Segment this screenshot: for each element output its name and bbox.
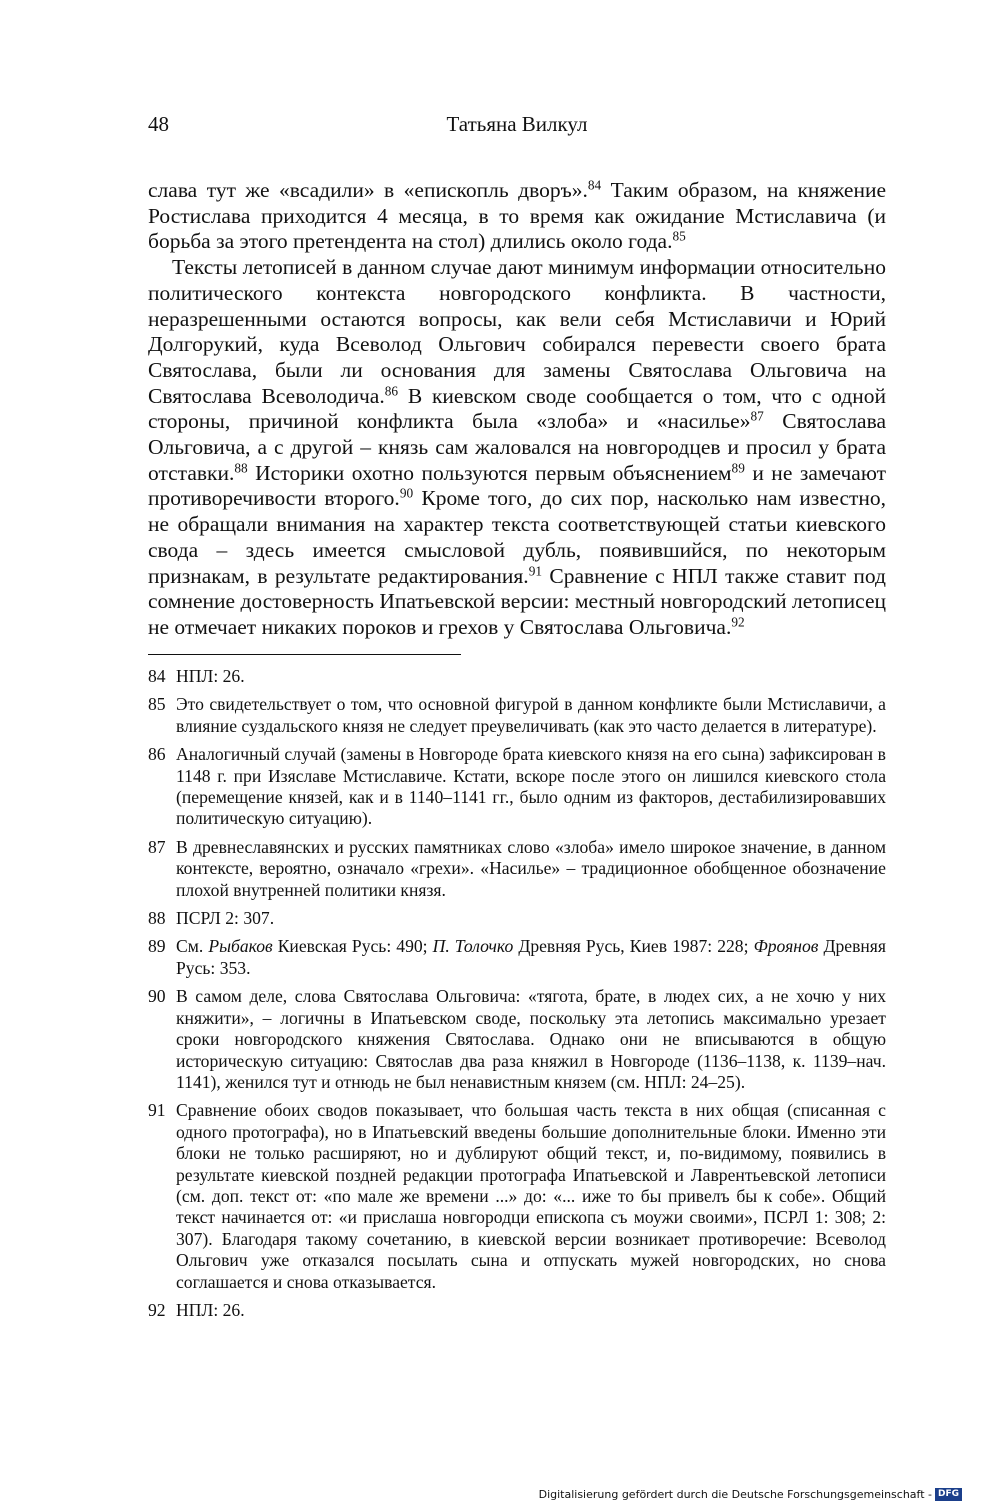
footnote-number: 90 bbox=[148, 986, 166, 1007]
page-header bbox=[148, 112, 886, 142]
footnote-ref-84[interactable]: 84 bbox=[587, 177, 602, 193]
footnote-number: 86 bbox=[148, 744, 166, 765]
footnote-ref-90[interactable]: 90 bbox=[399, 486, 414, 502]
footnote-text: См. Рыбаков Киевская Русь: 490; П. Толочко Древняя Русь, Киев 1987: 228; Фроянов Древняя Русь: 353. bbox=[176, 936, 886, 978]
footnote-number: 88 bbox=[148, 908, 166, 929]
footnote-87 bbox=[148, 837, 886, 901]
author-name: Фроянов bbox=[753, 936, 819, 957]
footnote-text: НПЛ: 26. bbox=[176, 666, 245, 686]
author-name: П. Толочко bbox=[432, 936, 514, 957]
footnote-ref-91[interactable]: 91 bbox=[528, 563, 543, 579]
footnote-86 bbox=[148, 744, 886, 830]
page-number: 48 bbox=[148, 112, 169, 136]
footnote-ref-89[interactable]: 89 bbox=[731, 460, 745, 476]
footnote-number: 91 bbox=[148, 1100, 166, 1121]
footnote-text: НПЛ: 26. bbox=[176, 1299, 245, 1320]
footnote-text: В древнеславянских и русских памятниках слово «злоба» имело широкое значение, в данном контексте, вероятно, означало «грехи». «Насилье» – традиционное обобщенное обозначение плохой внутренней политики князя. bbox=[176, 836, 886, 900]
footnote-number: 87 bbox=[148, 836, 166, 857]
footnote-ref-88[interactable]: 88 bbox=[234, 460, 248, 476]
footnote-ref-85[interactable]: 85 bbox=[672, 229, 686, 245]
dfg-logo-icon: DFG bbox=[935, 1488, 962, 1501]
footnote-ref-87[interactable]: 87 bbox=[750, 409, 764, 424]
footnote-text: Аналогичный случай (замены в Новгороде брата киевского князя на его сына) зафиксирован в 1148 г. при Изяславе Мстиславиче. Кстати, вскоре после этого он лишился киевского стола (перемещение князей, как и в 1140–1141 гг., было одним из факторов, дестабилизировавших политическую ситуацию). bbox=[176, 744, 886, 829]
footnote-number: 85 bbox=[148, 694, 166, 715]
footnote-ref-92[interactable]: 92 bbox=[731, 614, 745, 630]
footnote-separator bbox=[148, 654, 461, 655]
footnote-number: 84 bbox=[148, 666, 166, 686]
footnote-91 bbox=[148, 1100, 886, 1293]
footnote-88 bbox=[148, 908, 886, 929]
footnote-text: ПСРЛ 2: 307. bbox=[176, 908, 275, 929]
footnote-84 bbox=[148, 666, 886, 687]
footnote-number: 92 bbox=[148, 1299, 166, 1320]
footnote-90 bbox=[148, 986, 886, 1093]
footnote-92 bbox=[148, 1300, 886, 1321]
footnote-89 bbox=[148, 936, 886, 979]
digitization-text: Digitalisierung gefördert durch die Deutsche Forschungsgemeinschaft - bbox=[538, 1488, 932, 1501]
running-head: Татьяна Вилкул bbox=[446, 112, 588, 136]
author-name: Рыбаков bbox=[208, 936, 273, 957]
footnote-text: Сравнение обоих сводов показывает, что большая часть текста в них общая (списанная с одного протографа), но в Ипатьевский введены большие дополнительные блоки. Именно эти блоки не только расширяют, но и дублируют общий текст, и, по-видимому, появились в результате киевской поздней редакции протографа Ипатьевской и Лаврентьевской летописи (см. доп. текст от: «по мале же времени ...» до: «... иже то бы привелъ бы к собе». Общий текст начинается от: «и прислаша новгородци епископа съ моужи своими», ПСРЛ 1: 308; 2: 307). Благодаря такому сочетанию, в киевской версии возникает противоречие: Всеволод Ольгович уже отказался посылать сына и отпускать мужей новгородских, но снова соглашается и снова отказывается. bbox=[176, 1100, 886, 1292]
footnote-text: В самом деле, слова Святослава Ольговича: «тягота, брате, в людех сих, а не хочю у них княжити», – логичны в Ипатьевском своде, поскольку эта летопись максимально урезает сроки новгородского княжения Святослава. Однако они не вписываются в общую историческую ситуацию: Святослав два раза княжил в Новгороде (1136–1138, к. 1139–нач. 1141), женился тут и отнюдь не был ненавистным князем (см. НПЛ: 24–25). bbox=[176, 986, 886, 1092]
footnote-ref-86[interactable]: 86 bbox=[384, 383, 399, 399]
footnotes bbox=[148, 666, 886, 1328]
main-text bbox=[148, 178, 886, 641]
footnote-text: Это свидетельствует о том, что основной фигурой в данном конфликте были Мстиславичи, а влияние суздальского князя не следует преувеличивать (как это часто делается в литературе). bbox=[176, 694, 886, 736]
paragraph-1: слава тут же «всадили» в «епископль дворъ».$^{84}$ Таким образом, на княжение Ростислава приходится 4 месяца, в то время как ожидание Мстиславича (и борьба за этого претендента на стол) длились около года.$^{85}$ bbox=[148, 177, 886, 254]
paragraph-2: Тексты летописей в данном случае дают минимум информации относительно политического контекста новгородского конфликта. В частности, неразрешенными остаются вопросы, как вели себя Мстиславичи и Юрий Долгорукий, куда Всеволод Ольгович собирался перевести своего брата Святослава, были ли основания для замены Святослава Ольговича на Святослава Всеволодича.$^{86}$ В киевском своде сообщается о том, что с одной стороны, причиной конфликта была «злоба» и «насилье»$^{87}$ Святослава Ольговича, а с другой – князь сам жаловался на новгородцев и просил у брата отставки.$^{88}$ Историки охотно пользуются первым объяснением$^{89}$ и не замечают противоречивости второго.$^{90}$ Кроме того, до сих пор, насколько нам известно, не обращали внимания на характер текста соответствующей статьи киевского свода – здесь имеется смысловой дубль, появившийся, по некоторым признакам, в результате редактирования.$^{91}$ Сравнение с НПЛ также ставит под сомнение достоверность Ипатьевской версии: местный новгородский летописец не отмечает никаких пороков и грехов у Святослава Ольговича.$^{92}$ bbox=[148, 255, 887, 639]
footnote-85 bbox=[148, 694, 886, 737]
digitization-credit bbox=[539, 1488, 962, 1501]
footnote-number: 89 bbox=[148, 936, 166, 957]
